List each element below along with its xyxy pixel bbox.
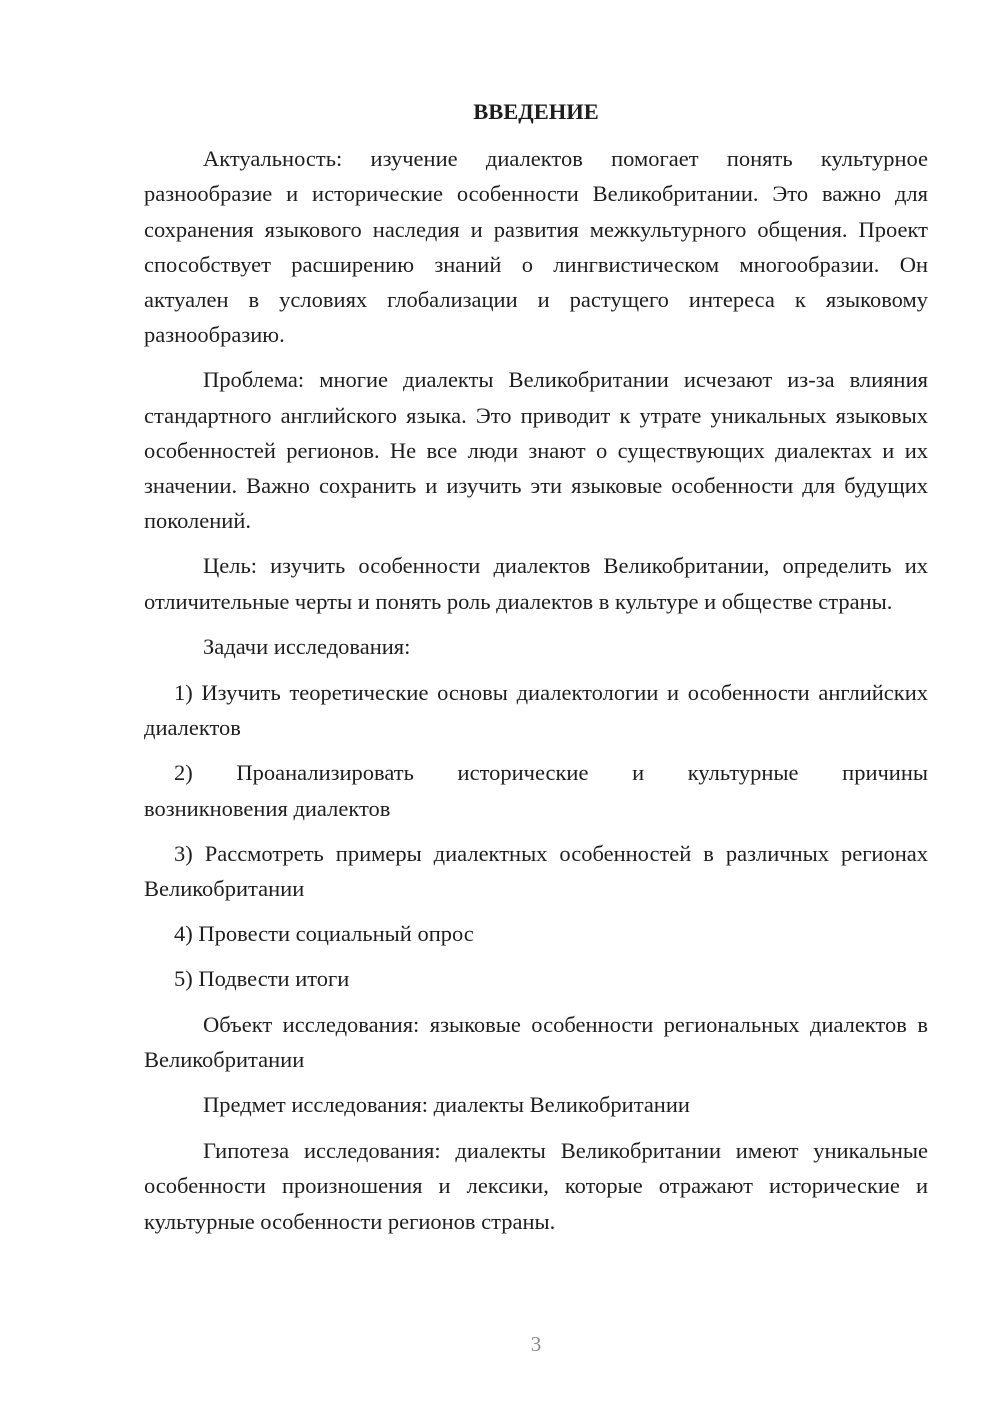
task-item-4: 4) Провести социальный опрос — [174, 921, 474, 947]
section-heading: ВВЕДЕНИЕ — [473, 99, 599, 124]
page-content — [144, 94, 928, 1249]
tasks-heading: Задачи исследования: — [203, 633, 411, 659]
task-item-1: 1) Изучить теоретические основы диалектологии и особенности английских диалектов — [144, 680, 928, 741]
problem-paragraph: Проблема: многие диалекты Великобритании исчезают из-за влияния стандартного английского языка. Это приводит к утрате уникальных языковых особенностей регионов. Не все люди знают о существующих диалектах и их значении. Важно сохранить и изучить эти языковые особенности для будущих поколений. — [144, 367, 928, 534]
task-item-2-line-2: возникновения диалектов — [144, 795, 391, 821]
subject-paragraph: Предмет исследования: диалекты Великобритании — [203, 1092, 690, 1118]
object-paragraph: Объект исследования: языковые особенности региональных диалектов в Великобритании — [144, 1011, 928, 1072]
task-item-5: 5) Подвести итоги — [174, 966, 350, 992]
hypothesis-paragraph: Гипотеза исследования: диалекты Великобритании имеют уникальные особенности произношения и лексики, которые отражают исторические и культурные особенности регионов страны. — [144, 1138, 928, 1234]
task-item-3: 3) Рассмотреть примеры диалектных особенностей в различных регионах Великобритании — [144, 840, 928, 902]
task-item-2 — [144, 755, 928, 825]
task-item-2-line-1: 2) Проанализировать исторические и культурные причины — [174, 760, 928, 786]
page-number: 3 — [530, 1332, 542, 1356]
relevance-paragraph: Актуальность: изучение диалектов помогает понять культурное разнообразие и исторические особенности Великобритании. Это важно для сохранения языкового наследия и развития межкультурного общения. Проект способствует расширению знаний о лингвистическом многообразии. Он актуален в условиях глобализации и растущего интереса к языковому разнообразию. — [144, 146, 928, 348]
goal-paragraph: Цель: изучить особенности диалектов Великобритании, определить их отличительные черты и понять роль диалектов в культуре и обществе страны. — [144, 553, 928, 614]
